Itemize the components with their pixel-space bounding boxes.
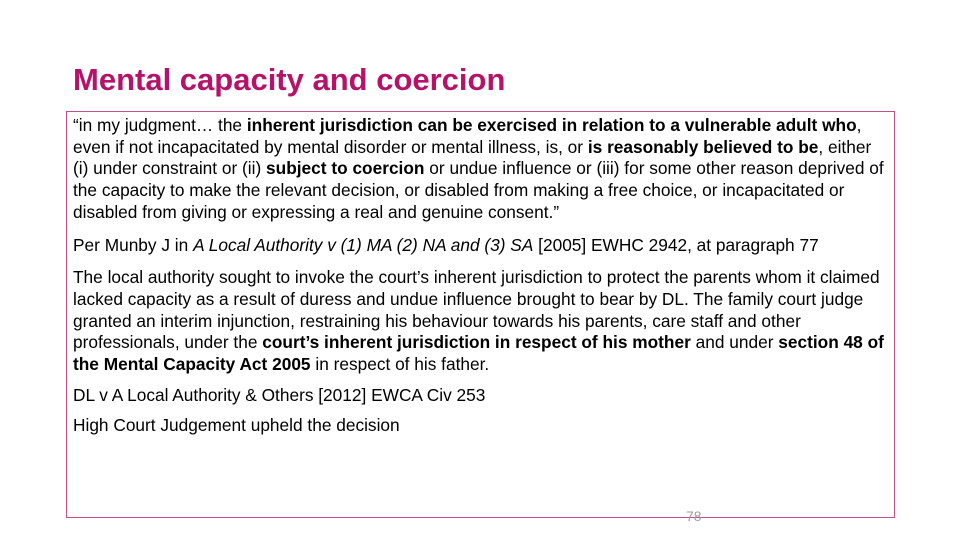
quote-text: , even if not incapacitated by mental disorder or mental illness, is, or	[73, 115, 862, 157]
facts-emphasis: court’s inherent jurisdiction in respect of his mother	[262, 332, 691, 353]
citation-text: Per Munby J in	[73, 234, 194, 255]
slide-body	[73, 115, 888, 437]
case-reference: DL v A Local Authority & Others [2012] EWCA Civ 253	[73, 384, 486, 405]
citation-case-name: A Local Authority v (1) MA (2) NA and (3) SA	[193, 234, 534, 255]
facts-text: and under	[690, 332, 779, 353]
quote-text: or undue influence or (iii) for some other reason deprived of the capacity to make the relevant decision, or disabled from making a free choice, or incapacitated or disabled from giving or expressing a real and genuine consent.”	[73, 158, 884, 222]
quote-emphasis: inherent jurisdiction can be exercised in relation to a vulnerable adult who	[246, 115, 857, 135]
case-outcome: High Court Judgement upheld the decision	[73, 415, 400, 436]
quote-text: , either (i) under constraint or (ii)	[73, 136, 872, 179]
slide-title: Mental capacity and coercion	[73, 62, 506, 97]
judgment-quote	[73, 115, 888, 224]
facts-text: The local authority sought to invoke the court’s inherent jurisdiction to protect the parents whom it claimed lacked capacity as a result of duress and undue influence brought to bear by DL. The family court judge granted an interim injunction, restraining his behaviour towards his parents, care staff and other professionals, under the	[73, 267, 880, 353]
quote-citation	[73, 235, 888, 257]
citation-text: [2005] EWHC 2942, at paragraph 77	[533, 234, 819, 255]
quote-emphasis: subject to coercion	[266, 158, 425, 179]
facts-emphasis: section 48 of the Mental Capacity Act 2005	[73, 332, 884, 375]
case-facts	[73, 267, 888, 376]
facts-text: in respect of his father.	[310, 354, 490, 375]
quote-emphasis: is reasonably believed to be	[587, 136, 819, 157]
page-number: 78	[686, 508, 702, 524]
quote-text: “in my judgment… the	[73, 115, 247, 135]
